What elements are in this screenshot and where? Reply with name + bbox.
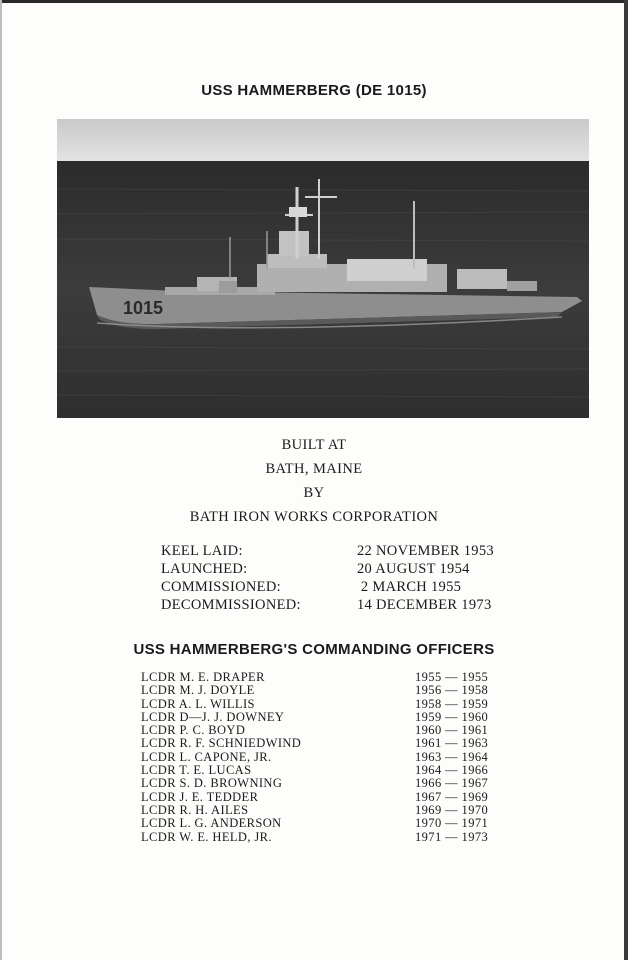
fact-row: [161, 597, 541, 615]
officer-name: LCDR M. J. DOYLE: [141, 683, 255, 698]
officer-years: 1967 — 1969: [415, 789, 489, 804]
officer-years: 1961 — 1963: [415, 736, 489, 751]
officer-years: 1956 — 1958: [415, 683, 489, 698]
officer-years: 1960 — 1961: [415, 723, 489, 738]
officer-row: [141, 804, 501, 817]
fact-label: DECOMMISSIONED:: [161, 597, 301, 613]
page-edge-left: [0, 0, 2, 960]
officer-row: [141, 764, 501, 777]
built-by-line: BY: [303, 485, 325, 501]
officer-name: LCDR J. E. TEDDER: [141, 789, 259, 804]
officer-name: LCDR R. F. SCHNIEDWIND: [141, 736, 302, 751]
officer-name: LCDR L. G. ANDERSON: [141, 816, 282, 831]
officer-row: [141, 831, 501, 844]
officer-name: LCDR W. E. HELD, JR.: [141, 829, 272, 844]
officer-row: [141, 751, 501, 764]
officer-name: LCDR L. CAPONE, JR.: [141, 749, 272, 764]
built-location-line: BATH, MAINE: [265, 461, 363, 477]
officer-years: 1970 — 1971: [415, 816, 489, 831]
officer-name: LCDR M. E. DRAPER: [141, 670, 265, 684]
officer-years: 1958 — 1959: [415, 696, 489, 711]
ship-photo-image: [57, 119, 589, 418]
fact-row: [161, 579, 541, 597]
page-edge-right: [624, 0, 628, 960]
officer-row: [141, 684, 501, 697]
officer-years: 1955 — 1955: [415, 670, 489, 684]
officer-row: [141, 724, 501, 737]
officer-years: 1959 — 1960: [415, 709, 489, 724]
officer-years: 1964 — 1966: [415, 763, 489, 778]
officers-heading: USS HAMMERBERG'S COMMANDING OFFICERS: [133, 641, 495, 658]
officer-row: [141, 791, 501, 804]
officer-name: LCDR D—J. J. DOWNEY: [141, 709, 285, 724]
built-at-line: BUILT AT: [281, 437, 347, 453]
officer-row: [141, 737, 501, 750]
officer-row: [141, 698, 501, 711]
officer-row: [141, 671, 501, 684]
officer-years: 1966 — 1967: [415, 776, 489, 791]
fact-label: KEEL LAID:: [161, 543, 243, 559]
page-edge-top: [0, 0, 628, 3]
officer-name: LCDR P. C. BOYD: [141, 723, 246, 738]
page-title: USS HAMMERBERG (DE 1015): [201, 82, 427, 99]
officer-years: 1969 — 1970: [415, 802, 489, 817]
officer-row: [141, 777, 501, 790]
ship-facts: [161, 543, 541, 615]
officer-name: LCDR S. D. BROWNING: [141, 776, 283, 791]
officer-years: 1963 — 1964: [415, 749, 489, 764]
officer-name: LCDR R. H. AILES: [141, 802, 249, 817]
officers-list: [141, 671, 501, 844]
fact-label: LAUNCHED:: [161, 561, 248, 577]
fact-value: 20 AUGUST 1954: [357, 561, 470, 577]
officer-row: [141, 817, 501, 830]
fact-value: 14 DECEMBER 1973: [357, 597, 492, 613]
officer-row: [141, 711, 501, 724]
fact-row: [161, 561, 541, 579]
fact-label: COMMISSIONED:: [161, 579, 281, 595]
fact-row: [161, 543, 541, 561]
officer-name: LCDR A. L. WILLIS: [141, 696, 255, 711]
fact-value: 2 MARCH 1955: [357, 579, 462, 595]
officer-name: LCDR T. E. LUCAS: [141, 763, 252, 778]
officer-years: 1971 — 1973: [415, 829, 489, 844]
builder-name-line: BATH IRON WORKS CORPORATION: [189, 509, 439, 525]
ship-photo: [57, 119, 589, 418]
fact-value: 22 NOVEMBER 1953: [357, 543, 494, 559]
hull-number: 1015: [123, 298, 164, 318]
